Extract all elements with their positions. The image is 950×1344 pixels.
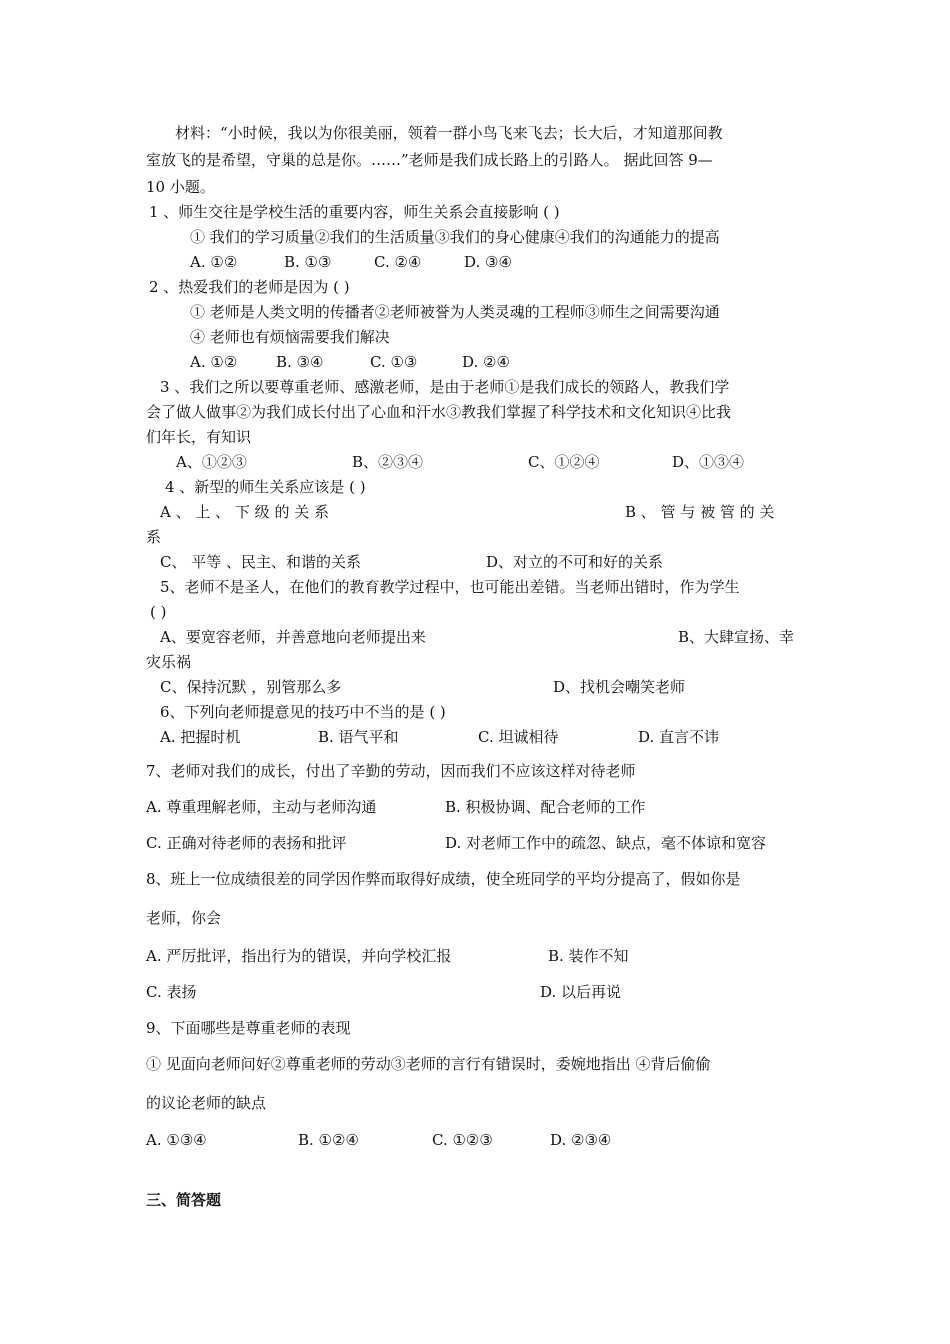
q5-option-b: B、大肆宣扬、幸 [678,628,795,646]
q8-option-d: D. 以后再说 [540,983,622,1001]
q4-option-b-wrap: 系 [146,528,162,546]
q9-statement-1: ① 见面向老师问好②尊重老师的劳动③老师的言行有错误时，委婉地指出 ④背后偷偷 [146,1055,711,1073]
q6-stem: 6、下列向老师提意见的技巧中不当的是 ( ) [160,703,446,721]
q6-option-a: A. 把握时机 [160,728,241,746]
q5-stem-1: 5、老师不是圣人，在他们的教育教学过程中，也可能出差错。当老师出错时，作为学生 [160,578,740,596]
q9-option-d: D. ②③④ [550,1131,612,1149]
q1-option-a: A. ①② [190,253,238,271]
q3-stem-3: 们年长，有知识 [146,428,252,446]
q3-option-a: A、①②③ [176,453,247,471]
q3-stem-2: 会了做人做事②为我们成长付出了心血和汗水③教我们掌握了科学技术和文化知识④比我 [146,403,732,421]
q4-stem: 4 、新型的师生关系应该是 ( ) [165,478,366,496]
q9-option-b: B. ①②④ [298,1131,359,1149]
q8-option-b: B. 装作不知 [548,947,629,965]
q6-option-c: C. 坦诚相待 [478,728,559,746]
section-title: 三、简答题 [146,1191,222,1209]
q2-option-b: B. ③④ [276,353,324,371]
q1-option-c: C. ②④ [374,253,422,271]
q8-option-a: A. 严厉批评，指出行为的错误，并向学校汇报 [146,947,452,965]
q2-option-c: C. ①③ [370,353,418,371]
q8-stem-1: 8、班上一位成绩很差的同学因作弊而取得好成绩，使全班同学的平均分提高了，假如你是 [146,870,741,888]
q4-option-d: D、对立的不可和好的关系 [486,553,664,571]
q6-option-d: D. 直言不讳 [638,728,720,746]
q6-option-b: B. 语气平和 [318,728,399,746]
q9-statement-2: 的议论老师的缺点 [146,1094,267,1112]
material-line-1: 材料：“小时候，我以为你很美丽，领着一群小鸟飞来飞去；长大后，才知道那间教 [175,124,723,142]
q7-stem: 7、老师对我们的成长，付出了辛勤的劳动，因而我们不应该这样对待老师 [146,762,636,780]
q3-option-b: B、②③④ [352,453,424,471]
q1-stem: 1 、师生交往是学校生活的重要内容，师生关系会直接影响 ( ) [149,203,560,221]
q5-option-b-wrap: 灾乐祸 [146,653,192,671]
q8-option-c: C. 表扬 [146,983,197,1001]
q8-stem-2: 老师，你会 [146,909,222,927]
q3-option-d: D、①③④ [672,453,745,471]
q2-stem: 2 、热爱我们的老师是因为 ( ) [149,278,350,296]
q7-option-d: D. 对老师工作中的疏忽、缺点，毫不体谅和宽容 [445,834,767,852]
q5-option-a: A、要宽容老师，并善意地向老师提出来 [160,628,426,646]
q9-option-a: A. ①③④ [146,1131,207,1149]
q3-option-c: C、①②④ [528,453,600,471]
q2-statement-1: ① 老师是人类文明的传播者②老师被誉为人类灵魂的工程师③师生之间需要沟通 [190,303,720,321]
q2-option-a: A. ①② [190,353,238,371]
q4-option-b: B 、 管 与 被 管 的 关 [625,503,775,521]
q5-option-d: D、找机会嘲笑老师 [553,678,686,696]
q9-option-c: C. ①②③ [432,1131,493,1149]
material-line-2: 室放飞的是希望，守巢的总是你。……”老师是我们成长路上的引路人。 据此回答 9— [146,151,713,169]
q7-option-c: C. 正确对待老师的表扬和批评 [146,834,347,852]
q4-option-a: A 、 上 、 下 级 的 关 系 [160,503,329,521]
q3-stem-1: 3 、我们之所以要尊重老师、感激老师，是由于老师①是我们成长的领路人，教我们学 [160,378,730,396]
q1-option-d: D. ③④ [464,253,512,271]
q1-option-b: B. ①③ [284,253,332,271]
q5-option-c: C、保持沉默 ，别管那么多 [160,678,342,696]
q2-statement-2: ④ 老师也有烦恼需要我们解决 [190,328,390,346]
q4-option-c: C、 平等 、民主、和谐的关系 [160,553,362,571]
q7-option-b: B. 积极协调、配合老师的工作 [445,798,646,816]
q9-stem: 9、下面哪些是尊重老师的表现 [146,1019,351,1037]
q7-option-a: A. 尊重理解老师，主动与老师沟通 [146,798,377,816]
material-line-3: 10 小题。 [146,178,215,196]
q1-statement: ① 我们的学习质量②我们的生活质量③我们的身心健康④我们的沟通能力的提高 [190,228,720,246]
q5-stem-2: ( ) [150,603,167,621]
q2-option-d: D. ②④ [462,353,510,371]
